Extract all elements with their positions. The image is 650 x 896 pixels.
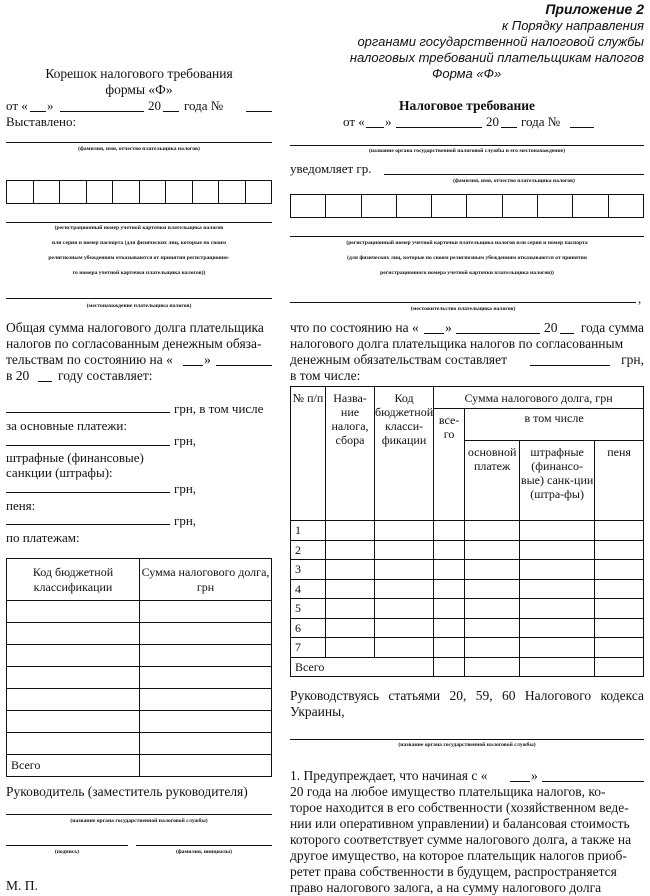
stub-issued: Выставлено: <box>6 114 77 129</box>
demand-date-day-field[interactable] <box>366 127 384 128</box>
cell[interactable] <box>434 618 465 638</box>
demand-debt-amount-field[interactable] <box>530 365 610 366</box>
demand-debt-year-suffix: года сумма <box>580 320 644 335</box>
cell[interactable] <box>434 657 465 677</box>
th-kbk: Код бюджетной класси-фикации <box>375 387 434 521</box>
demand-org-loc-caption: (название органа государственной налоговой службы и его местонахождение) <box>368 148 566 154</box>
stub-cell[interactable] <box>140 667 272 689</box>
cell[interactable] <box>520 579 595 599</box>
demand-total-label: Всего <box>291 657 434 677</box>
demand-debt-line-4: в том числе: <box>290 368 361 383</box>
demand-debt-date-prefix: что по состоянию на « <box>290 320 419 335</box>
stub-total-row <box>7 755 272 777</box>
cell[interactable] <box>595 638 644 658</box>
cell[interactable] <box>595 579 644 599</box>
cell[interactable] <box>434 579 465 599</box>
cell[interactable] <box>465 521 520 541</box>
cell[interactable] <box>520 560 595 580</box>
demand-warn-line-4: нии или оперативном управлении) и балансовая стоимость <box>290 816 630 831</box>
stub-debt-year-suffix: году составляет: <box>58 368 153 383</box>
stub-cell[interactable] <box>140 689 272 711</box>
stub-by-payments-label: по платежам: <box>6 530 80 545</box>
table-row <box>291 521 644 541</box>
annex-line-3: налоговых требований плательщикам налогов <box>349 50 644 65</box>
table-row <box>7 623 272 645</box>
demand-reg-caption-1: (регистрационный номер учетной карточки плательщика налогов или серия и номер паспорта <box>346 240 588 246</box>
stub-debt-text <box>6 320 272 384</box>
stub-name-field[interactable] <box>6 142 272 143</box>
stub-subtitle: формы «Ф» <box>105 82 173 97</box>
stub-fines-uah: грн, <box>174 481 197 496</box>
stub-reg-caption-4: го номера учетной карточки плательщика налогов)) <box>72 270 206 276</box>
demand-warn-month-field[interactable] <box>542 781 644 782</box>
stub-org-caption: (название органа государственной налоговой службы) <box>70 818 208 824</box>
cell[interactable] <box>465 657 520 677</box>
stub-fines-amount-field[interactable] <box>6 492 170 493</box>
demand-debt-quote: » <box>445 320 452 335</box>
stub-number-field[interactable] <box>246 111 272 112</box>
cell[interactable] <box>520 540 595 560</box>
stub-cell[interactable] <box>140 645 272 667</box>
cell[interactable] <box>326 579 375 599</box>
row-number: 1 <box>291 521 326 541</box>
cell[interactable] <box>520 521 595 541</box>
demand-warning-text <box>290 768 644 896</box>
cell[interactable] <box>434 521 465 541</box>
th-incl: в том числе <box>465 409 644 441</box>
cell[interactable] <box>375 579 434 599</box>
demand-warn-line-7: ретет права собственности в будущем, распространяется <box>290 864 617 879</box>
stub-debt-line-3 <box>6 352 272 368</box>
cell[interactable] <box>326 560 375 580</box>
demand-name-field[interactable] <box>384 174 644 175</box>
stub-seal: М. П. <box>6 878 38 893</box>
cell[interactable] <box>465 599 520 619</box>
demand-warn-line-3: торое находится в его собственности (хозяйственном веде- <box>290 800 629 815</box>
annex-line-2: органами государственной налоговой службы <box>357 34 644 49</box>
cell[interactable] <box>375 618 434 638</box>
cell[interactable] <box>595 560 644 580</box>
demand-number-field[interactable] <box>570 127 594 128</box>
th-sum: Сумма налогового долга, грн <box>434 387 644 409</box>
table-row <box>7 601 272 623</box>
th-tax-name: Назва-ние налога, сбора <box>326 387 375 521</box>
cell[interactable] <box>520 618 595 638</box>
stub-reg-caption-3: религиозным убеждениям отказываются от принятия регистрационно- <box>48 255 230 261</box>
stub-date-year: 20 <box>148 98 161 113</box>
stub-reg-number-boxes[interactable] <box>6 180 272 204</box>
cell[interactable] <box>520 657 595 677</box>
row-number: 7 <box>291 638 326 658</box>
demand-debt-table <box>290 386 644 677</box>
demand-debt-line-2: налогового долга плательщика налогов по согласованным <box>290 336 624 351</box>
demand-reg-caption-2: (для физических лиц, которые по своим религиозным убеждениям отказываются от принятия <box>347 255 587 261</box>
row-number: 4 <box>291 579 326 599</box>
demand-debt-amount-label: денежным обязательствам составляет <box>290 352 508 367</box>
th-number: № п/п <box>291 387 326 521</box>
table-row <box>7 689 272 711</box>
cell[interactable] <box>326 540 375 560</box>
demand-date-quote: » <box>385 114 392 129</box>
demand-debt-uah: грн, <box>621 352 644 367</box>
stub-cell[interactable] <box>7 733 140 755</box>
cell[interactable] <box>375 599 434 619</box>
stub-date-month-field[interactable] <box>60 111 144 112</box>
demand-name-caption: (фамилия, имя, отчество плательщика налогов) <box>453 178 575 184</box>
th-main: основной платеж <box>465 441 520 521</box>
stub-org-field[interactable] <box>6 814 272 815</box>
stub-debt-year-prefix: в 20 <box>6 368 30 383</box>
demand-warn-line-5: которого соответствует сумме налогового долга, а также на <box>290 832 632 847</box>
stub-location-field[interactable] <box>6 298 272 299</box>
demand-warn-quote: » <box>531 768 538 783</box>
stub-title: Корешок налогового требования <box>45 66 233 81</box>
cell[interactable] <box>595 540 644 560</box>
demand-warn-line-8: право налогового залога, а на сумму налогового долга <box>290 880 602 895</box>
stub-date-prefix: от « <box>6 98 28 113</box>
demand-residence-comma: , <box>638 291 642 306</box>
stub-fines-label-1: штрафные (финансовые) <box>6 450 144 465</box>
stub-total-amount-field[interactable] <box>6 412 170 413</box>
annex-title: Приложение 2 <box>545 1 644 17</box>
demand-reg-number-boxes[interactable] <box>290 194 644 218</box>
stub-reg-caption-2: или серия и номер паспорта (для физических лиц, которые по своим <box>51 240 227 246</box>
stub-main-label: за основные платежи: <box>6 418 127 433</box>
table-row <box>291 599 644 619</box>
demand-debt-month-field[interactable] <box>456 333 540 334</box>
stub-debt-line-1: Общая сумма налогового долга плательщика <box>6 320 264 335</box>
demand-total-row <box>291 657 644 677</box>
table-row <box>291 638 644 658</box>
cell[interactable] <box>465 560 520 580</box>
demand-reg-caption-3: регистрационного номера учетной карточки плательщика налогов)) <box>380 270 554 276</box>
row-number: 5 <box>291 599 326 619</box>
demand-date-month-field[interactable] <box>396 127 482 128</box>
stub-debt-line-2: налогов по согласованным денежным обяза- <box>6 336 262 351</box>
stub-th-sum: Сумма налогового долга, грн <box>140 559 272 601</box>
demand-date-year-field[interactable] <box>501 127 517 128</box>
demand-warn-line-1 <box>290 768 644 784</box>
stub-cell[interactable] <box>7 601 140 623</box>
demand-guided-text: Руководствуясь статьями 20, 59, 60 Налогового кодекса Украины, <box>290 688 644 719</box>
stub-cell[interactable] <box>7 711 140 733</box>
cell[interactable] <box>465 618 520 638</box>
cell[interactable] <box>326 618 375 638</box>
cell[interactable] <box>465 638 520 658</box>
demand-debt-year-field[interactable] <box>560 333 574 334</box>
demand-warn-date-prefix: 1. Предупреждает, что начиная с « <box>290 768 488 783</box>
demand-warn-line-2: 20 года на любое имущество плательщика налогов, ко- <box>290 784 606 799</box>
stub-name-caption: (фамилия, имя, отчество плательщика налогов) <box>78 146 200 152</box>
demand-date-prefix: от « <box>343 114 365 129</box>
demand-warn-day-field[interactable] <box>510 781 530 782</box>
demand-residence-caption: (местожительство плательщика налогов) <box>410 306 516 312</box>
demand-warn-line-6: другое имущество, на которое плательщик налогов приоб- <box>290 848 627 863</box>
stub-debt-month-field[interactable] <box>216 365 272 366</box>
th-penalty: пеня <box>595 441 644 521</box>
annex-line-1: к Порядку направления <box>502 18 644 33</box>
demand-reg-field[interactable] <box>290 236 644 237</box>
stub-reg-caption-1: (регистрационный номер учетной карточки плательщика налогов <box>54 225 224 231</box>
table-row <box>7 645 272 667</box>
cell[interactable] <box>595 618 644 638</box>
stub-date-number: года № <box>184 98 224 113</box>
demand-notifies-label: уведомляет гр. <box>290 161 372 176</box>
row-number: 6 <box>291 618 326 638</box>
stub-debt-date-prefix: тельствам по состоянию на « <box>6 352 173 367</box>
stub-cell[interactable] <box>140 601 272 623</box>
table-row <box>7 711 272 733</box>
stub-cell[interactable] <box>7 623 140 645</box>
table-row <box>291 540 644 560</box>
table-row <box>7 667 272 689</box>
cell[interactable] <box>375 638 434 658</box>
cell[interactable] <box>434 638 465 658</box>
cell[interactable] <box>326 599 375 619</box>
cell[interactable] <box>375 540 434 560</box>
cell[interactable] <box>375 521 434 541</box>
demand-title: Налоговое требование <box>398 98 536 113</box>
stub-cell[interactable] <box>140 733 272 755</box>
cell[interactable] <box>520 599 595 619</box>
demand-residence-field[interactable] <box>290 302 636 303</box>
stub-debt-line-4 <box>6 368 272 384</box>
stub-total-label: Всего <box>7 755 140 777</box>
cell[interactable] <box>595 599 644 619</box>
stub-total-cell[interactable] <box>140 755 272 777</box>
cell[interactable] <box>520 638 595 658</box>
table-row <box>291 618 644 638</box>
stub-debt-quote: » <box>204 352 211 367</box>
demand-org-caption: (название органа государственной налоговой службы) <box>398 742 536 748</box>
stub-signature-caption: (подпись) <box>54 849 80 855</box>
stub-signature-field[interactable] <box>6 845 128 846</box>
row-number: 2 <box>291 540 326 560</box>
stub-fines-label-2: санкции (штрафы): <box>6 465 113 480</box>
demand-debt-text <box>290 320 644 384</box>
cell[interactable] <box>434 599 465 619</box>
stub-fio-field[interactable] <box>136 845 272 846</box>
cell[interactable] <box>434 540 465 560</box>
th-total: все-го <box>434 409 465 521</box>
cell[interactable] <box>326 521 375 541</box>
annex-form: Форма «Ф» <box>432 66 502 81</box>
stub-date-quote: » <box>47 98 54 113</box>
stub-cell[interactable] <box>140 711 272 733</box>
cell[interactable] <box>465 579 520 599</box>
stub-payments-table <box>6 558 272 777</box>
row-number: 3 <box>291 560 326 580</box>
cell[interactable] <box>465 540 520 560</box>
stub-table-header <box>7 559 272 601</box>
demand-date-year: 20 <box>486 114 499 129</box>
stub-th-kbk: Код бюджетной классификации <box>7 559 140 601</box>
table-row <box>291 579 644 599</box>
cell[interactable] <box>326 638 375 658</box>
stub-location-caption: (местонахождение плательщика налогов) <box>86 303 192 309</box>
stub-penalty-label: пеня: <box>6 498 36 513</box>
stub-cell[interactable] <box>140 623 272 645</box>
demand-debt-line-3 <box>290 352 644 368</box>
stub-date-day-field[interactable] <box>30 111 46 112</box>
stub-penalty-amount-field[interactable] <box>6 524 170 525</box>
stub-debt-day-field[interactable] <box>183 365 203 366</box>
demand-debt-line-1 <box>290 320 644 336</box>
stub-date-year-field[interactable] <box>163 111 179 112</box>
stub-fio-caption: (фамилия, инициалы) <box>175 849 233 855</box>
stub-main-uah: грн, <box>174 433 197 448</box>
demand-debt-year: 20 <box>544 320 558 335</box>
table-row <box>7 733 272 755</box>
stub-cell[interactable] <box>7 645 140 667</box>
demand-date-number: года № <box>521 114 561 129</box>
table-row <box>291 560 644 580</box>
th-fines: штрафные (финансо-вые) санк-ции (штра-фы) <box>520 441 595 521</box>
stub-cell[interactable] <box>7 689 140 711</box>
stub-head-label: Руководитель (заместитель руководителя) <box>6 784 248 799</box>
stub-penalty-uah: грн, <box>174 513 197 528</box>
stub-cell[interactable] <box>7 667 140 689</box>
cell[interactable] <box>595 657 644 677</box>
stub-total-amount-label: грн, в том числе <box>174 401 264 416</box>
demand-debt-day-field[interactable] <box>424 333 444 334</box>
cell[interactable] <box>434 560 465 580</box>
cell[interactable] <box>375 560 434 580</box>
stub-debt-year-field[interactable] <box>38 381 52 382</box>
stub-main-amount-field[interactable] <box>6 445 170 446</box>
cell[interactable] <box>595 521 644 541</box>
